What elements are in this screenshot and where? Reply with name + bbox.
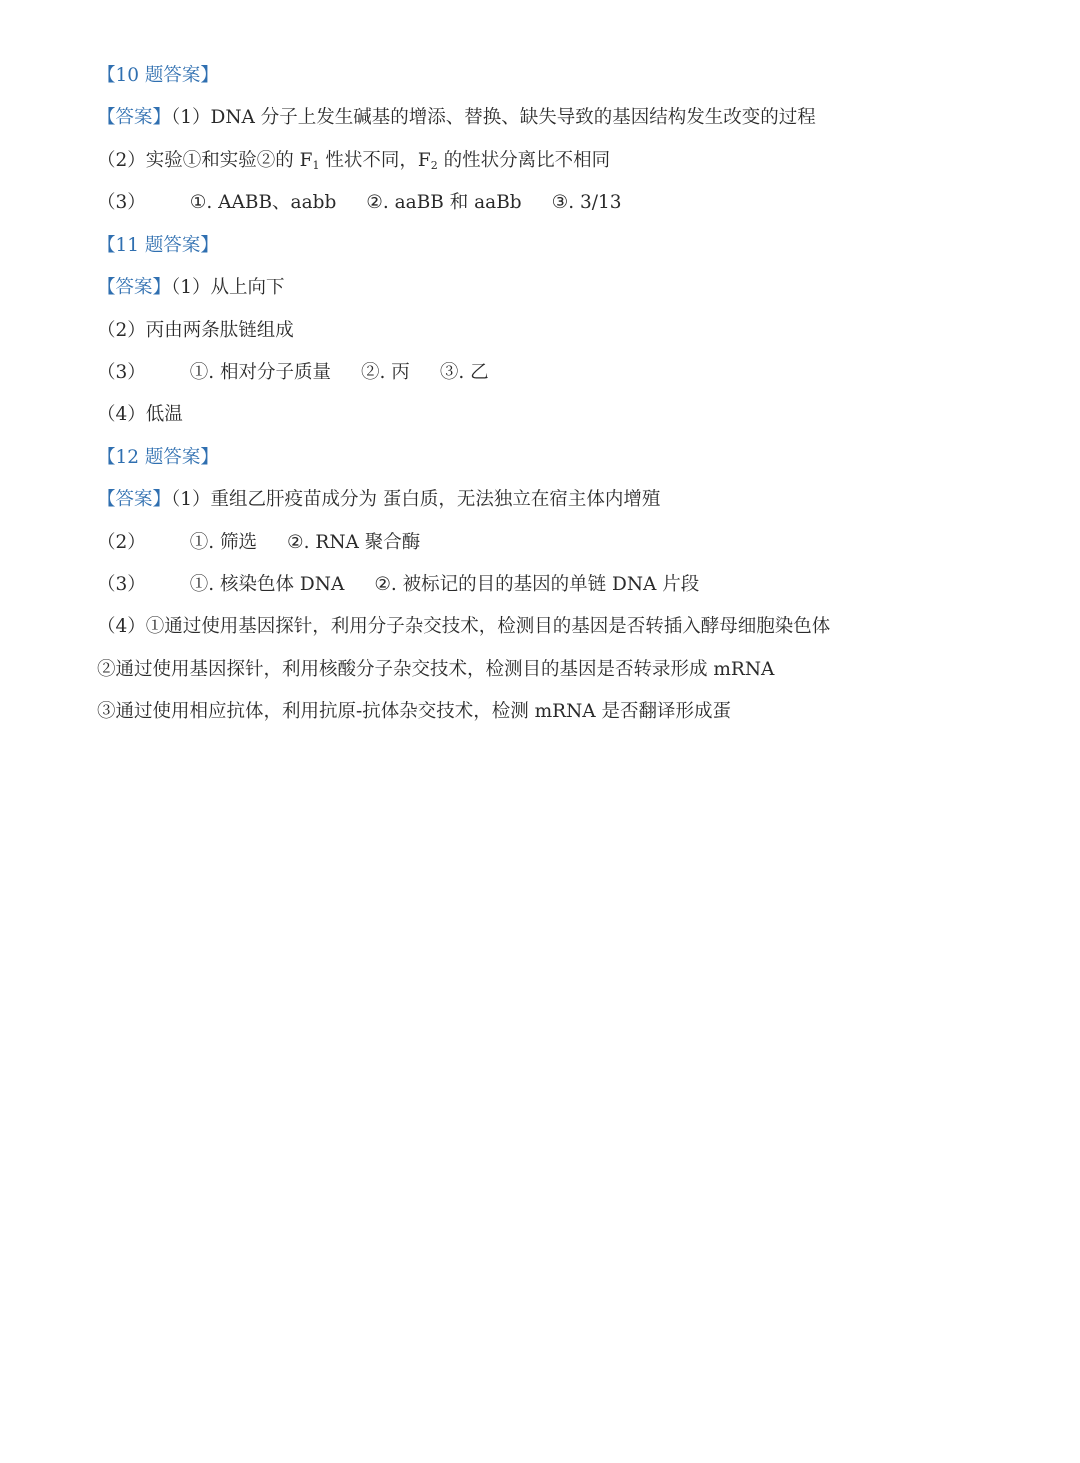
q11-answer-tag: 【答案】: [97, 277, 172, 298]
q12-answer-3-ii: ②. 被标记的目的基因的单链 DNA 片段: [374, 574, 700, 595]
q11-answer-1: [97, 274, 285, 302]
q12-answer-2-i: ①. 筛选: [189, 532, 258, 553]
q12-answer-1: [97, 486, 660, 514]
q12-answer-2-ii: ②. RNA 聚合酶: [287, 532, 421, 553]
q11-answer-1-text: （1）从上向下: [171, 277, 285, 298]
q10-answer-tag: 【答案】: [97, 107, 172, 128]
q12-answer-3-label: （3）: [97, 574, 146, 595]
q11-answer-3-ii: ②. 丙: [361, 362, 410, 383]
q10-answer-3-i: ①. AABB、aabb: [189, 192, 337, 213]
q11-answer-2: （2）丙由两条肽链组成: [97, 320, 294, 341]
q12-answer-2: [97, 529, 420, 557]
q10-answer-2-post: 的性状分离比不相同: [437, 150, 611, 171]
q10-f1-subscript: 1: [312, 159, 320, 172]
q12-answer-4-line3: ③通过使用相应抗体，利用抗原-抗体杂交技术，检测 mRNA 是否翻译形成蛋: [97, 701, 732, 722]
q10-header: 【10 题答案】: [97, 65, 219, 86]
q12-answer-4-line1: （4）①通过使用基因探针，利用分子杂交技术，检测目的基因是否转插入酵母细胞染色体: [97, 616, 831, 637]
q12-answer-4-line2: ②通过使用基因探针，利用核酸分子杂交技术，检测目的基因是否转录形成 mRNA: [97, 659, 775, 680]
q12-answer-2-label: （2）: [97, 532, 146, 553]
q12-answer-3: [97, 571, 699, 599]
q10-answer-3-iii: ③. 3/13: [551, 192, 622, 213]
q10-answer-3-ii: ②. aaBB 和 aaBb: [366, 192, 522, 213]
q12-answer-3-i: ①. 核染色体 DNA: [189, 574, 345, 595]
q11-answer-4: （4）低温: [97, 404, 183, 425]
q12-header: 【12 题答案】: [97, 447, 219, 468]
q11-answer-3: [97, 359, 489, 387]
q11-answer-3-iii: ③. 乙: [439, 362, 489, 383]
q10-answer-3: [97, 189, 622, 217]
q12-answer-tag: 【答案】: [97, 489, 172, 510]
q12-answer-1-text: （1）重组乙肝疫苗成分为 蛋白质，无法独立在宿主体内增殖: [171, 489, 661, 510]
q10-answer-2: [97, 147, 610, 175]
q10-answer-1-text: （1）DNA 分子上发生碱基的增添、替换、缺失导致的基因结构发生改变的过程: [171, 107, 816, 128]
q11-header: 【11 题答案】: [97, 235, 219, 256]
q10-answer-3-label: （3）: [97, 192, 146, 213]
q10-f2-subscript: 2: [430, 159, 438, 172]
q11-answer-3-i: ①. 相对分子质量: [189, 362, 332, 383]
q10-answer-2-pre: （2）实验①和实验②的 F: [97, 150, 313, 171]
q11-answer-3-label: （3）: [97, 362, 146, 383]
q10-answer-1: [97, 104, 816, 132]
q10-answer-2-mid: 性状不同，F: [319, 150, 431, 171]
